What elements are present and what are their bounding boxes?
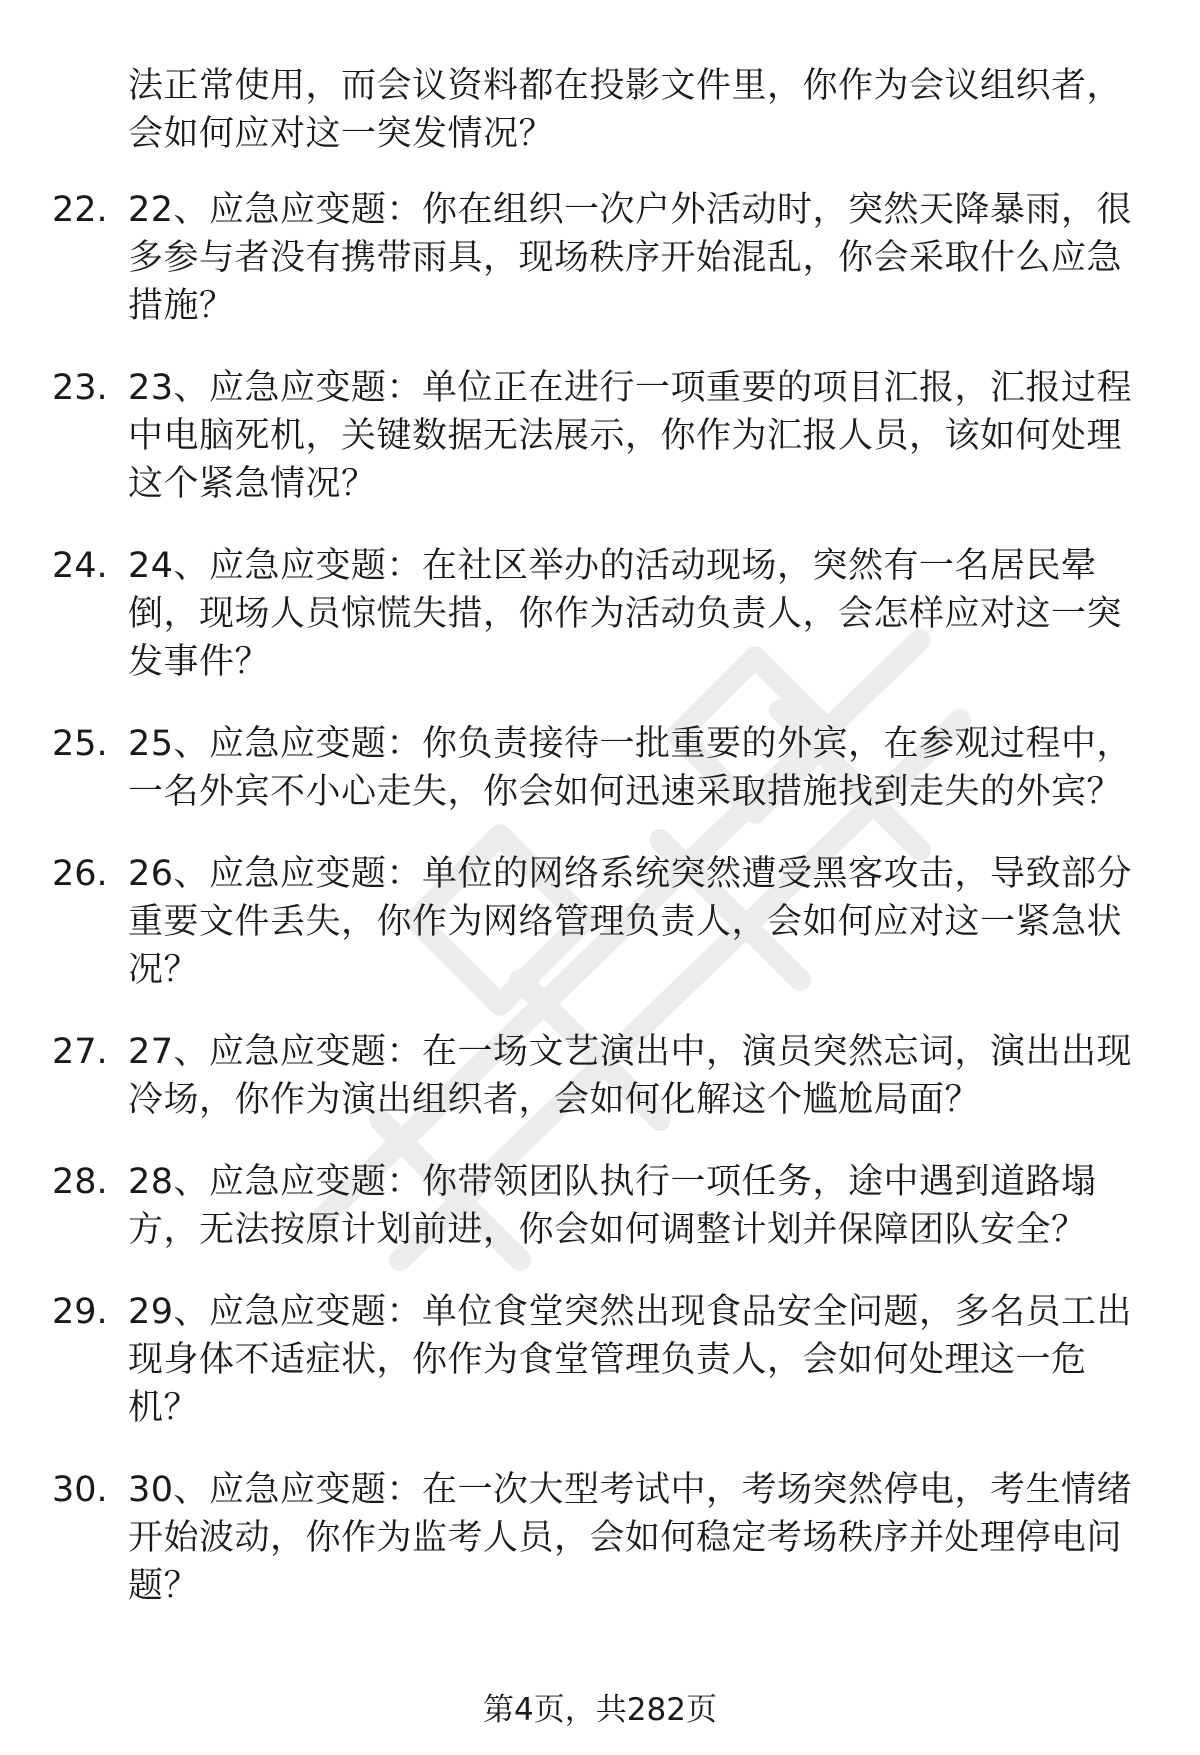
question-text: 24、应急应变题：在社区举办的活动现场，突然有一名居民晕倒，现场人员惊慌失措，你作为活动负责人，会怎样应对这一突发事件？ <box>128 546 1123 682</box>
question-number: 30. <box>52 1470 108 1510</box>
list-item <box>0 1028 1200 1124</box>
list-item <box>0 542 1200 686</box>
question-text: 22、应急应变题：你在组织一次户外活动时，突然天降暴雨，很多参与者没有携带雨具，现场秩序开始混乱，你会采取什么应急措施？ <box>128 190 1133 326</box>
list-item <box>0 364 1200 508</box>
carry-over-paragraph: 法正常使用，而会议资料都在投影文件里，你作为会议组织者，会如何应对这一突发情况？ <box>128 66 1123 154</box>
question-text: 28、应急应变题：你带领团队执行一项任务，途中遇到道路塌方，无法按原计划前进，你会如何调整计划并保障团队安全？ <box>128 1162 1097 1250</box>
question-number: 28. <box>52 1162 108 1202</box>
question-text: 29、应急应变题：单位食堂突然出现食品安全问题，多名员工出现身体不适症状，你作为食堂管理负责人，会如何处理这一危机？ <box>128 1292 1133 1428</box>
question-number: 25. <box>52 724 108 764</box>
list-item <box>0 1288 1200 1432</box>
list-item <box>0 1466 1200 1610</box>
question-text: 30、应急应变题：在一次大型考试中，考场突然停电，考生情绪开始波动，你作为监考人员，会如何稳定考场秩序并处理停电问题？ <box>128 1470 1133 1606</box>
list-item <box>0 720 1200 816</box>
question-number: 22. <box>52 190 108 230</box>
question-text: 27、应急应变题：在一场文艺演出中，演员突然忘词，演出出现冷场，你作为演出组织者，会如何化解这个尴尬局面？ <box>128 1032 1133 1120</box>
list-item <box>0 186 1200 330</box>
question-text: 26、应急应变题：单位的网络系统突然遭受黑客攻击，导致部分重要文件丢失，你作为网络管理负责人，会如何应对这一紧急状况？ <box>128 854 1133 990</box>
question-text: 25、应急应变题：你负责接待一批重要的外宾，在参观过程中，一名外宾不小心走失，你会如何迅速采取措施找到走失的外宾？ <box>128 724 1133 812</box>
question-number: 23. <box>52 368 108 408</box>
page-indicator: 第4页，共282页 <box>483 1692 717 1728</box>
question-number: 27. <box>52 1032 108 1072</box>
list-item <box>0 1158 1200 1254</box>
question-number: 29. <box>52 1292 108 1332</box>
question-number: 24. <box>52 546 108 586</box>
list-item <box>0 850 1200 994</box>
question-number: 26. <box>52 854 108 894</box>
question-list <box>0 186 1200 1644</box>
question-text: 23、应急应变题：单位正在进行一项重要的项目汇报，汇报过程中电脑死机，关键数据无法展示，你作为汇报人员，该如何处理这个紧急情况？ <box>128 368 1133 504</box>
